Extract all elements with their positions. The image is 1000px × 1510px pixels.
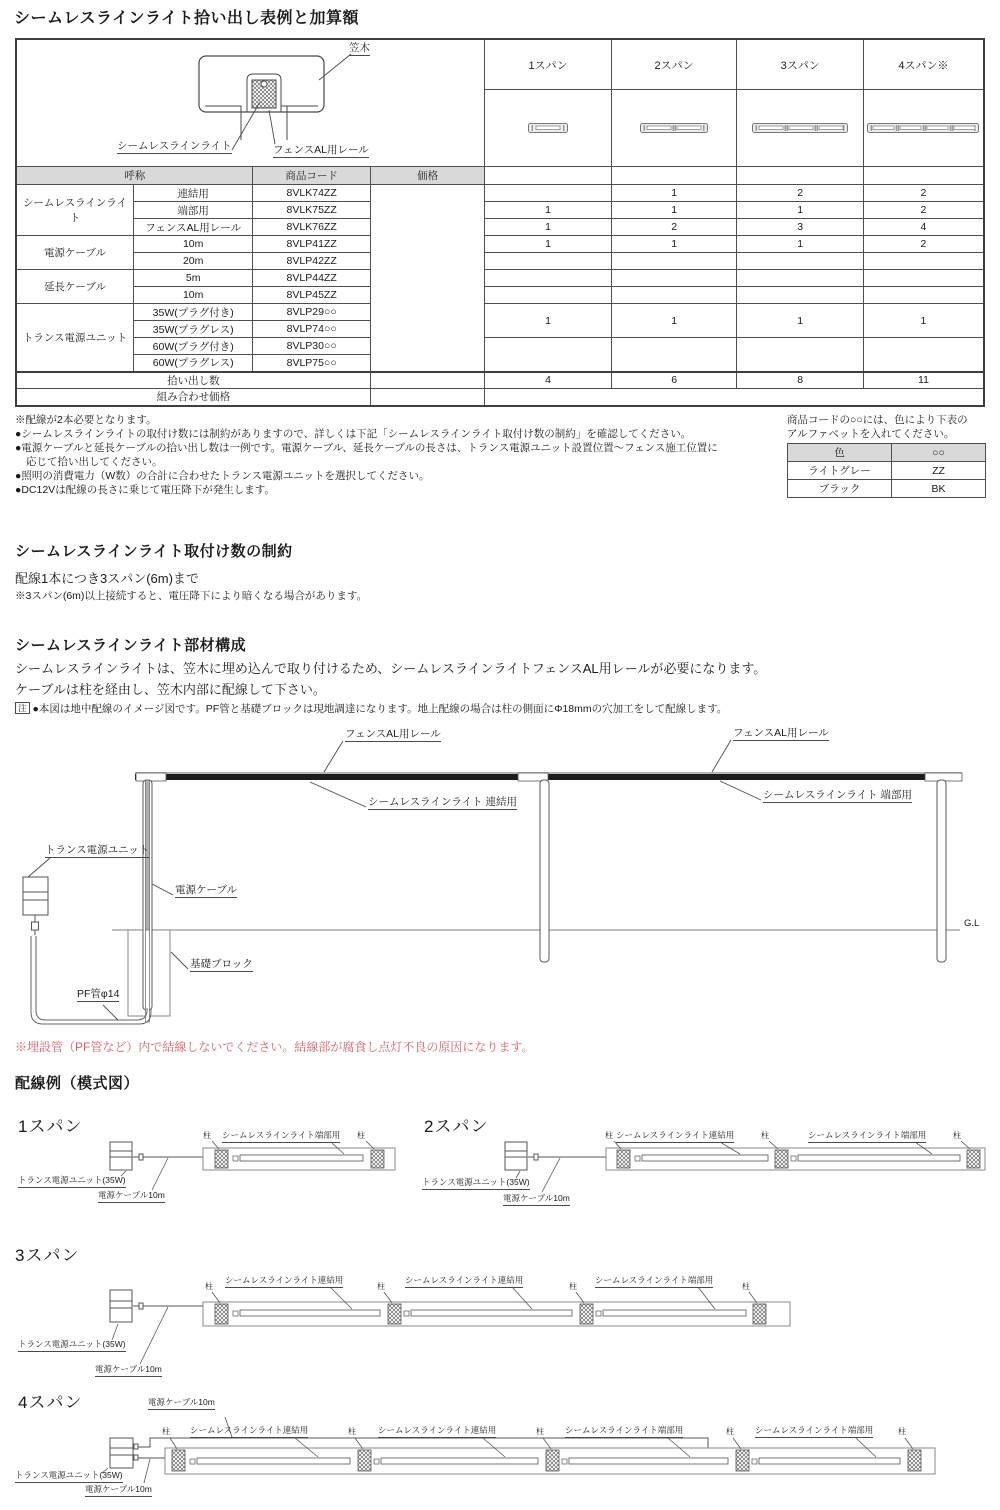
light-link-label: シームレスラインライト 連結用 (368, 796, 517, 810)
qty-cell: 2 (611, 219, 737, 236)
post-label: 柱 (605, 1131, 613, 1140)
span-3-icon-cell (737, 90, 864, 167)
example-3-title: 3スパン (15, 1246, 80, 1265)
qty-cell (485, 287, 612, 304)
code-col-header: ○○ (892, 444, 986, 462)
post-symbol (172, 1450, 185, 1471)
note-line: ●シームレスラインライトの取付け数には制約がありますので、詳しくは下記「シームレスラインライト取付け数の制約」を確認してください。 (15, 428, 692, 440)
cable-label-top: 電源ケーブル10m (148, 1398, 215, 1410)
post-symbol (580, 1304, 593, 1324)
post-symbol (967, 1150, 980, 1168)
light-bar (240, 1155, 363, 1161)
light-bar (798, 1155, 960, 1161)
table-row (16, 202, 984, 219)
example-4-title: 4スパン (18, 1393, 83, 1412)
light-end-label: シームレスラインライト端部用 (565, 1426, 683, 1438)
qty-cell: 1 (485, 236, 612, 253)
post-label: 柱 (348, 1427, 356, 1436)
product-code: 8VLP29○○ (253, 304, 370, 321)
sub-name: 10m (133, 287, 252, 304)
post-symbol (736, 1450, 749, 1471)
span-header-2: 2スパン (611, 39, 737, 90)
pickup-count-value: 4 (485, 372, 612, 389)
qty-cell: 1 (863, 304, 984, 338)
color-suffix: BK (892, 480, 986, 498)
post-label: 柱 (953, 1131, 961, 1140)
group-name: シームレスラインライト (16, 185, 133, 236)
qty-cell: 1 (611, 185, 737, 202)
span-header-1: 1スパン (485, 39, 612, 90)
ground-level-label: G.L (964, 918, 980, 929)
empty-cell (863, 167, 984, 185)
product-code: 8VLP74○○ (253, 321, 370, 338)
col-header-code: 商品コード (253, 167, 370, 185)
post-label: 柱 (898, 1427, 906, 1436)
group-name: 延長ケーブル (16, 270, 133, 304)
post-label: 柱 (203, 1131, 211, 1140)
qty-cell: 2 (863, 202, 984, 219)
qty-cell (863, 253, 984, 270)
product-code: 8VLP75○○ (253, 355, 370, 372)
product-code: 8VLP30○○ (253, 338, 370, 355)
sub-name: 60W(プラグ付き) (133, 338, 252, 355)
qty-cell (863, 287, 984, 304)
foundation-label: 基礎ブロック (190, 958, 253, 972)
table-notes (15, 413, 780, 497)
sub-name: フェンスAL用レール (133, 219, 252, 236)
example-2-title: 2スパン (424, 1117, 489, 1136)
constraint-heading: シームレスラインライト取付け数の制約 (15, 543, 293, 560)
wiring-example-1span (0, 1130, 420, 1212)
transformer-label: トランス電源ユニット (45, 844, 149, 858)
col-header-name: 呼称 (16, 167, 253, 185)
table-row (16, 338, 984, 355)
power-cable-label: 電源ケーブル (175, 884, 237, 898)
light-link-label: シームレスラインライト連結用 (190, 1426, 308, 1438)
pickup-count-label: 拾い出し数 (16, 372, 370, 389)
post-symbol (753, 1304, 766, 1324)
span-header-3: 3スパン (737, 39, 864, 90)
wiring-heading: 配線例（模式図） (15, 1075, 140, 1092)
product-code: 8VLP41ZZ (253, 236, 370, 253)
parts-body-1: シームレスラインライトは、笠木に埋め込んで取り付けるため、シームレスラインライトフェンスAL用レールが必要になります。 (15, 661, 767, 676)
cable-label: 電源ケーブル10m (503, 1194, 570, 1206)
post-label: 柱 (377, 1282, 385, 1291)
cable-label: 電源ケーブル10m (95, 1365, 162, 1377)
post-symbol (775, 1150, 788, 1168)
note-mark-icon: 注 (15, 702, 30, 714)
product-code: 8VLK75ZZ (253, 202, 370, 219)
post-symbol (908, 1450, 921, 1471)
cross-section-cell (16, 39, 485, 167)
post-symbol (546, 1450, 559, 1471)
qty-cell: 1 (611, 236, 737, 253)
sub-name: 10m (133, 236, 252, 253)
color-name: ライトグレー (788, 462, 892, 480)
sub-name: 連結用 (133, 185, 252, 202)
wiring-example-3span (0, 1260, 810, 1385)
pickup-table (15, 38, 985, 407)
qty-cell: 1 (485, 202, 612, 219)
span-2-icon (640, 122, 708, 134)
rail-label: フェンスAL用レール (273, 144, 369, 158)
cable-label: 電源ケーブル10m (98, 1191, 165, 1203)
group-name: 電源ケーブル (16, 236, 133, 270)
light-link-label: シームレスラインライト連結用 (378, 1426, 496, 1438)
parts-body-2: ケーブルは柱を経由し、笠木内部に配線して下さい。 (15, 682, 326, 697)
cable-label: 電源ケーブル10m (85, 1485, 152, 1497)
color-code-table (787, 443, 986, 498)
qty-cell: 4 (863, 219, 984, 236)
parts-diagram (0, 722, 1000, 1038)
burial-warning: ※埋設管（PF管など）内で結線しないでください。結線部が腐食し点灯不良の原因になります。 (15, 1040, 534, 1054)
parts-heading: シームレスラインライト部材構成 (15, 637, 247, 654)
qty-cell (737, 253, 864, 270)
qty-cell (611, 253, 737, 270)
qty-cell: 1 (737, 236, 864, 253)
light-end-label: シームレスラインライト端部用 (595, 1276, 713, 1288)
qty-cell: 2 (737, 185, 864, 202)
qty-cell (611, 270, 737, 287)
kasagi-label: 笠木 (349, 42, 370, 56)
combo-price-row (16, 389, 984, 406)
qty-cell (485, 253, 612, 270)
post-symbol (215, 1304, 228, 1324)
product-code: 8VLP42ZZ (253, 253, 370, 270)
table-row (16, 287, 984, 304)
span-4-icon-cell (863, 90, 984, 167)
wiring-example-4span (0, 1395, 1000, 1508)
post-symbol (371, 1150, 384, 1168)
qty-cell: 1 (737, 202, 864, 219)
light-bar (603, 1310, 746, 1316)
table-row (16, 270, 984, 287)
sub-name: 端部用 (133, 202, 252, 219)
wiring-example-2span (420, 1130, 1000, 1215)
product-code: 8VLP44ZZ (253, 270, 370, 287)
empty-cell (370, 372, 484, 389)
qty-cell (863, 270, 984, 287)
parts-diagram-drawing (0, 722, 1000, 1038)
fence-post (937, 780, 946, 962)
qty-cell (485, 270, 612, 287)
post-label: 柱 (357, 1131, 365, 1140)
post-label: 柱 (742, 1282, 750, 1291)
post-label: 柱 (761, 1131, 769, 1140)
note-line: ●電源ケーブルと延長ケーブルの拾い出し数は一例です。電源ケーブル、延長ケーブルの長さは、トランス電源ユニット設置位置～フェンス施工位置に (15, 442, 718, 454)
parts-note: ●本図は地中配線のイメージ図です。PF管と基礎ブロックは現地調達になります。地上配線の場合は柱の側面にΦ18mmの穴加工をして配線します。 (32, 703, 728, 715)
light-end-label: シームレスラインライト端部用 (808, 1131, 926, 1143)
span-2-icon-cell (611, 90, 737, 167)
qty-cell (737, 287, 864, 304)
qty-cell: 1 (485, 304, 612, 338)
light-label: シームレスラインライト (117, 140, 232, 154)
light-bar (759, 1458, 900, 1464)
light-link-label: シームレスラインライト連結用 (225, 1276, 343, 1288)
color-code-note (787, 413, 992, 441)
qty-cell: 1 (737, 304, 864, 338)
post-label: 柱 (536, 1427, 544, 1436)
light-link-label: シームレスラインライト連結用 (616, 1131, 734, 1143)
product-code: 8VLP45ZZ (253, 287, 370, 304)
light-bar (197, 1458, 350, 1464)
light-end-label: シームレスラインライト端部用 (755, 1426, 873, 1438)
transformer-box (23, 877, 48, 915)
qty-cell: 2 (863, 236, 984, 253)
table-row (16, 253, 984, 270)
light-bar (569, 1458, 728, 1464)
sub-name: 20m (133, 253, 252, 270)
span-1-icon (528, 122, 568, 134)
pickup-count-value: 8 (737, 372, 864, 389)
span-header-4: 4スパン※ (863, 39, 984, 90)
combo-price-label: 組み合わせ価格 (16, 389, 370, 406)
light-end-label: シームレスラインライト端部用 (222, 1131, 340, 1143)
sub-name: 60W(プラグレス) (133, 355, 252, 372)
span-1-icon-cell (485, 90, 612, 167)
empty-cell (737, 167, 864, 185)
qty-cell (611, 338, 737, 372)
transformer-label: トランス電源ユニット(35W) (422, 1178, 530, 1190)
price-column-cell (370, 185, 484, 372)
note-line: ●DC12Vは配線の長さに乗じて電圧降下が発生します。 (15, 484, 275, 496)
sub-name: 35W(プラグ付き) (133, 304, 252, 321)
span-3-icon (752, 122, 848, 134)
empty-cell (485, 167, 612, 185)
sub-name: 5m (133, 270, 252, 287)
qty-cell (863, 338, 984, 372)
post-label: 柱 (569, 1282, 577, 1291)
col-header-price: 価格 (370, 167, 484, 185)
note-line: アルファベットを入れてください。 (787, 428, 955, 440)
example-1-title: 1スパン (18, 1117, 83, 1136)
note-line: ●照明の消費電力（W数）の合計に合わせたトランス電源ユニットを選択してください。 (15, 470, 430, 482)
sub-name: 35W(プラグレス) (133, 321, 252, 338)
qty-cell: 2 (863, 185, 984, 202)
post-symbol (388, 1304, 401, 1324)
empty-cell (370, 389, 484, 406)
product-code: 8VLK74ZZ (253, 185, 370, 202)
table-row (788, 480, 986, 498)
constraint-note: ※3スパン(6m)以上接続すると、電圧降下により暗くなる場合があります。 (15, 590, 368, 602)
color-suffix: ZZ (892, 462, 986, 480)
post-symbol (358, 1450, 371, 1471)
span-4-icon (867, 122, 979, 134)
note-line: 応じて拾い出してください。 (26, 456, 163, 468)
transformer-label: トランス電源ユニット(35W) (18, 1340, 126, 1352)
post-symbol (215, 1150, 228, 1168)
light-bar (642, 1155, 768, 1161)
post-label: 柱 (205, 1282, 213, 1291)
pickup-count-row (16, 372, 984, 389)
qty-cell: 1 (611, 202, 737, 219)
empty-cell (485, 389, 984, 406)
note-line: ※配線が2本必要となります。 (15, 414, 157, 426)
light-link-label: シームレスラインライト連結用 (405, 1276, 523, 1288)
color-name: ブラック (788, 480, 892, 498)
wiring-example-1span-drawing (0, 1130, 420, 1212)
table-row (788, 462, 986, 480)
qty-cell: 3 (737, 219, 864, 236)
table-row (16, 304, 984, 321)
table-row (16, 219, 984, 236)
transformer-label: トランス電源ユニット(35W) (15, 1471, 123, 1483)
product-code: 8VLK76ZZ (253, 219, 370, 236)
constraint-body: 配線1本につき3スパン(6m)まで (15, 571, 199, 586)
transformer-label: トランス電源ユニット(35W) (18, 1176, 126, 1188)
qty-cell (485, 185, 612, 202)
color-col-header: 色 (788, 444, 892, 462)
rail-label-left: フェンスAL用レール (345, 728, 441, 742)
group-name: トランス電源ユニット (16, 304, 133, 372)
light-bar (240, 1310, 380, 1316)
light-end-label: シームレスラインライト 端部用 (763, 789, 912, 803)
pickup-count-value: 6 (611, 372, 737, 389)
table-row (16, 236, 984, 253)
light-bar (381, 1458, 538, 1464)
qty-cell: 1 (611, 304, 737, 338)
qty-cell (611, 287, 737, 304)
light-bar (411, 1310, 572, 1316)
rail-label-right: フェンスAL用レール (733, 727, 829, 741)
fence-post (540, 780, 549, 962)
pickup-count-value: 11 (863, 372, 984, 389)
parts-note-line (15, 702, 727, 716)
empty-cell (611, 167, 737, 185)
table-row (16, 185, 984, 202)
page-title: シームレスラインライト拾い出し表例と加算額 (14, 10, 360, 27)
post-label: 柱 (162, 1427, 170, 1436)
seamless-line-light-bar (135, 774, 962, 780)
post-symbol (617, 1150, 630, 1168)
note-line: 商品コードの○○には、色により下表の (787, 414, 968, 426)
qty-cell (737, 338, 864, 372)
qty-cell (737, 270, 864, 287)
post-label: 柱 (726, 1427, 734, 1436)
qty-cell: 1 (485, 219, 612, 236)
pf-pipe-label: PF管φ14 (77, 988, 119, 1002)
cross-section-diagram-icon (19, 40, 483, 166)
qty-cell (485, 338, 612, 372)
